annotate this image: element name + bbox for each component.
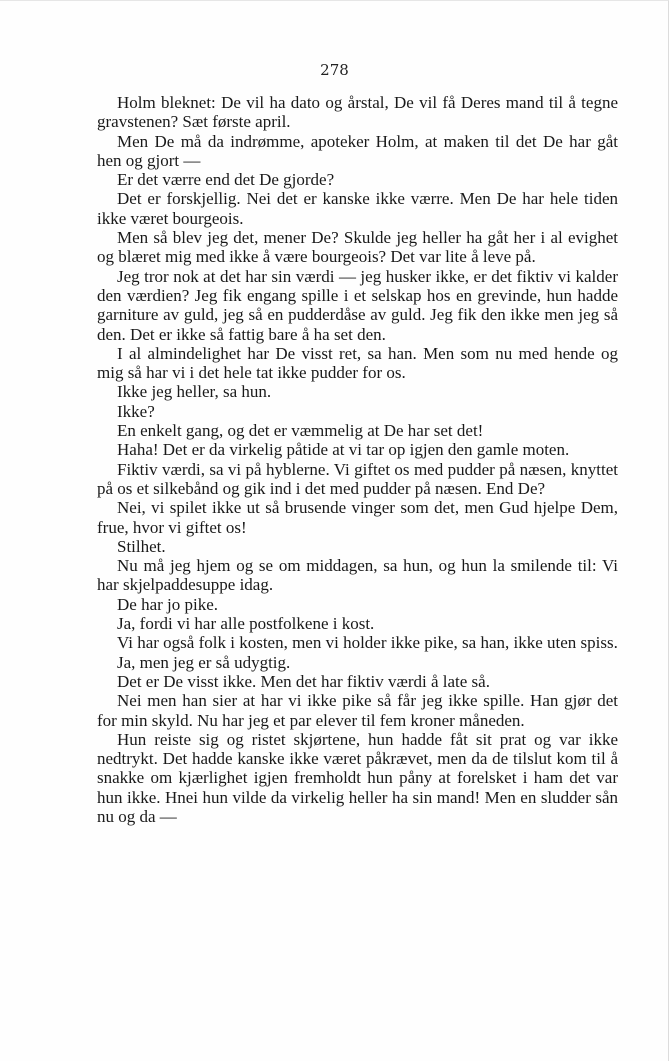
paragraph: Men De må da indrømme, apoteker Holm, at maken til det De har gåt hen og gjort — xyxy=(97,131,618,170)
paragraph: Holm bleknet: De vil ha dato og årstal, De vil få Deres mand til å tegne gravstenen? Sæt første april. xyxy=(97,93,618,132)
paragraph: Det er forskjellig. Nei det er kanske ikke værre. Men De har hele tiden ikke været bourgeois. xyxy=(97,189,618,228)
paragraph: Fiktiv værdi, sa vi på hyblerne. Vi giftet os med pudder på næsen, knyttet på os et silkebånd og gik ind i det med pudder på næsen. End De? xyxy=(97,459,618,498)
page-number: 278 xyxy=(320,61,349,79)
paragraph: Vi har også folk i kosten, men vi holder ikke pike, sa han, ikke uten spiss. xyxy=(117,633,618,653)
paragraph: Haha! Det er da virkelig påtide at vi tar op igjen den gamle moten. xyxy=(117,440,570,460)
paragraph: I al almindelighet har De visst ret, sa han. Men som nu med hende og mig så har vi i det hele tat ikke pudder for os. xyxy=(97,343,618,383)
paragraph: Ikke jeg heller, sa hun. xyxy=(117,382,272,402)
paragraph: De har jo pike. xyxy=(117,594,219,614)
paragraph: Men så blev jeg det, mener De? Skulde jeg heller ha gåt her i al evighet og blæret mig med ikke å være bourgeois? Det var lite å leve på. xyxy=(97,228,618,267)
body-text xyxy=(97,93,618,826)
paragraph: Ja, men jeg er så udygtig. xyxy=(117,652,291,672)
paragraph: Nei men han sier at har vi ikke pike så får jeg ikke spille. Han gjør det for min skyld. Nu har jeg et par elever til fem kroner måneden. xyxy=(97,691,618,730)
paragraph: Jeg tror nok at det har sin værdi — jeg husker ikke, er det fiktiv vi kalder den værdien? Jeg fik engang spille i et selskap hos en grevinde, hun hadde garniture av guld, jeg så en pudderdåse av guld. Jeg fik den ikke men jeg så den. Det er ikke så fattig bare å ha set den. xyxy=(97,266,618,344)
paragraph: Ikke? xyxy=(117,401,155,421)
paragraph: Stilhet. xyxy=(117,536,166,556)
paragraph: Hun reiste sig og ristet skjørtene, hun hadde fåt sit prat og var ikke nedtrykt. Det hadde kanske ikke været påkrævet, men da de tilslut kom til å snakke om kjærlighet igjen fremholdt hun pånу at forelsket i ham det var hun ikke. Hnei hun vilde da virkelig heller ha sin mand! Men en sludder sån nu og da — xyxy=(97,729,618,826)
paragraph: Det er De visst ikke. Men det har fiktiv værdi å late så. xyxy=(117,671,490,691)
paragraph: En enkelt gang, og det er væmmelig at De har set det! xyxy=(117,421,484,441)
paragraph: Nei, vi spilet ikke ut så brusende vinger som det, men Gud hjelpe Dem, frue, hvor vi giftet os! xyxy=(97,498,618,537)
paragraph: Ja, fordi vi har alle postfolkene i kost. xyxy=(117,614,375,634)
paragraph: Nu må jeg hjem og se om middagen, sa hun, og hun la smilende til: Vi har skjelpaddesuppe idag. xyxy=(97,556,618,595)
paragraph: Er det værre end det De gjorde? xyxy=(117,170,335,190)
